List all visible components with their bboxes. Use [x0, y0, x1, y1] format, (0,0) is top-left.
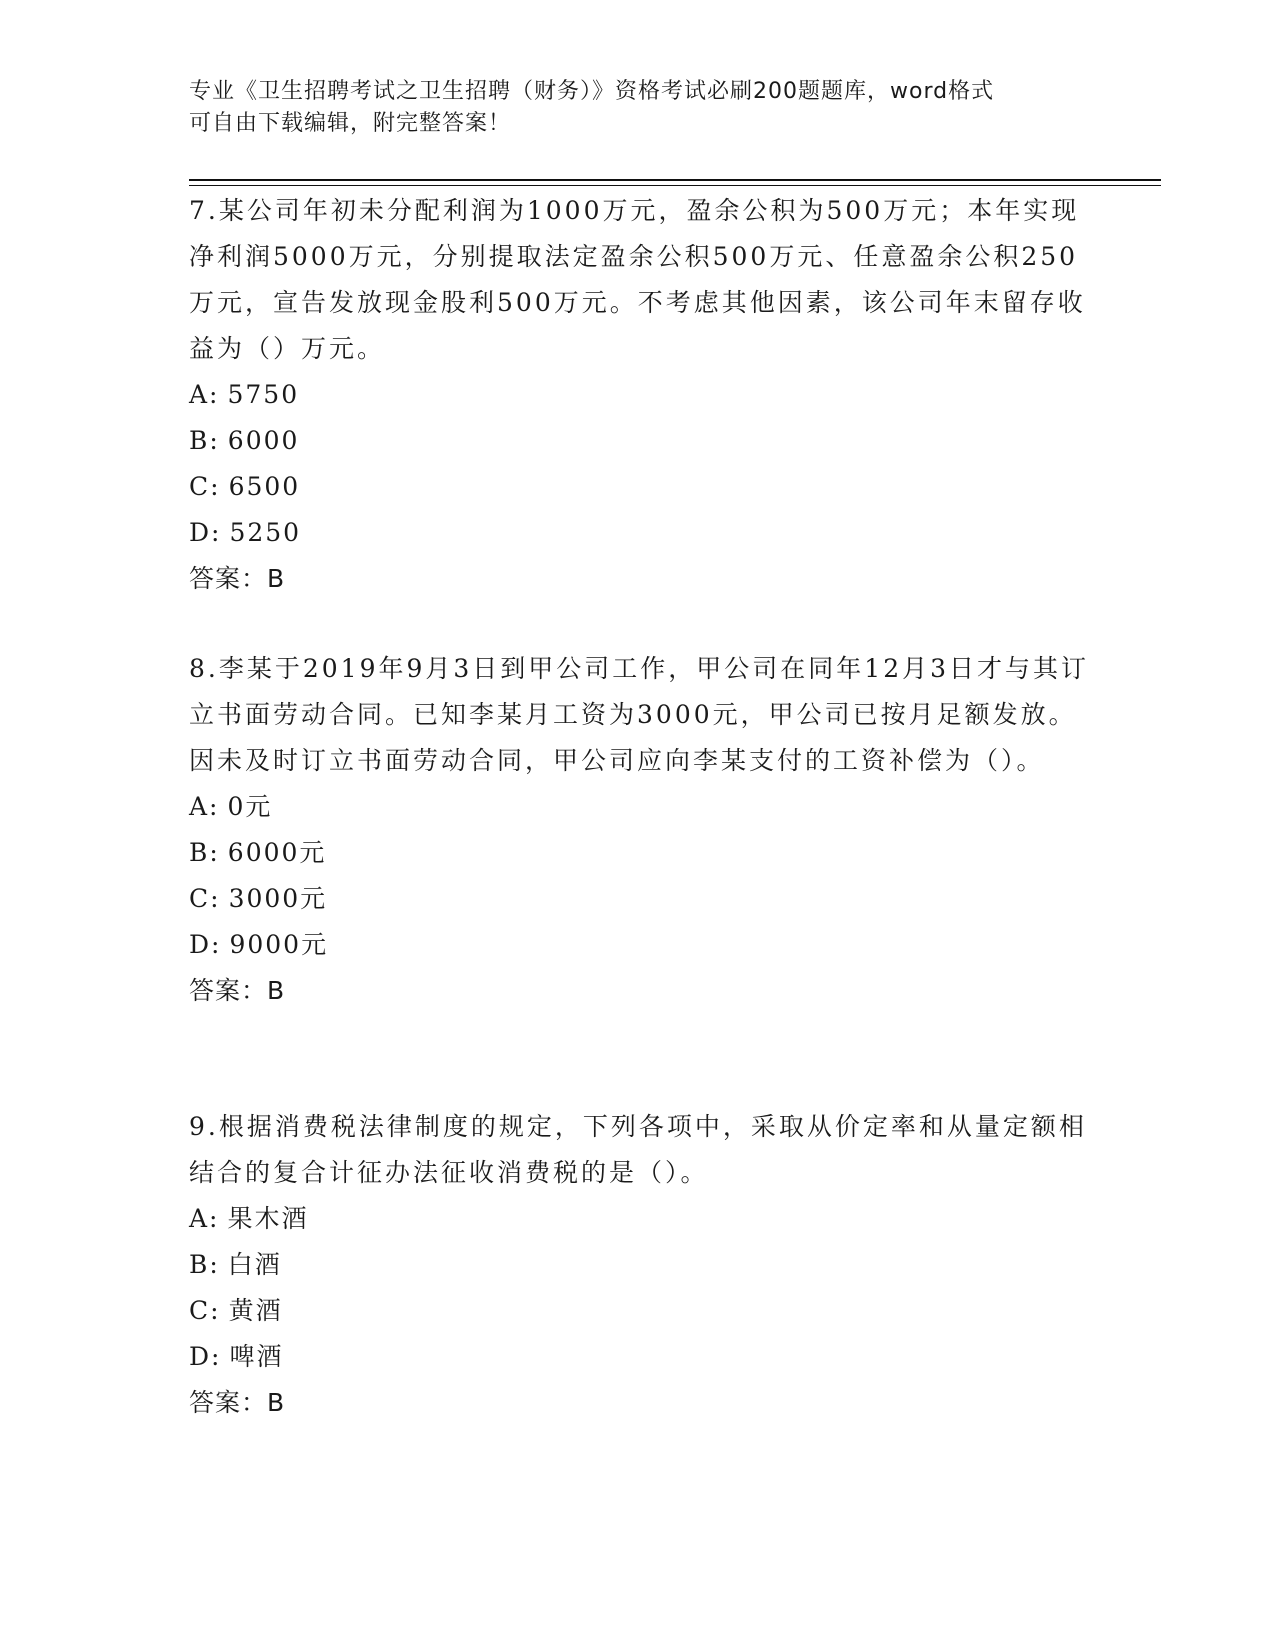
option-b [189, 418, 1089, 464]
option-text: 6000元 [227, 838, 327, 867]
document-header [189, 76, 1069, 140]
option-a [189, 1196, 1089, 1242]
option-key: B: [189, 1250, 220, 1279]
option-b [189, 830, 1089, 876]
answer-line: 答案：B [189, 976, 286, 1005]
option-key: B: [189, 838, 220, 867]
option-text: 5250 [229, 518, 302, 547]
option-list [189, 1196, 1089, 1380]
option-text: 黄酒 [228, 1296, 283, 1325]
option-text: 6000 [227, 426, 300, 455]
option-key: B: [189, 426, 220, 455]
header-title-line-1: 专业《卫生招聘考试之卫生招聘（财务）》资格考试必刷200题题库，word格式 [189, 79, 995, 104]
option-list [189, 784, 1089, 968]
question-stem: 9.根据消费税法律制度的规定，下列各项中，采取从价定率和从量定额相结合的复合计征办法征收消费税的是（）。 [189, 1112, 1087, 1187]
option-c [189, 464, 1089, 510]
option-d [189, 510, 1089, 556]
option-key: A: [189, 1204, 220, 1233]
header-divider-thick [189, 179, 1161, 181]
option-text: 白酒 [227, 1250, 282, 1279]
option-a [189, 372, 1089, 418]
header-divider-thin [189, 185, 1161, 186]
option-key: A: [189, 792, 220, 821]
option-d [189, 922, 1089, 968]
option-text: 啤酒 [229, 1342, 284, 1371]
option-list [189, 372, 1089, 556]
option-c [189, 876, 1089, 922]
option-a [189, 784, 1089, 830]
option-key: D: [189, 518, 222, 547]
question-7 [189, 188, 1089, 602]
option-text: 6500 [228, 472, 301, 501]
option-key: A: [189, 380, 220, 409]
option-key: C: [189, 884, 221, 913]
option-text: 5750 [227, 380, 300, 409]
option-key: C: [189, 1296, 221, 1325]
question-8 [189, 646, 1089, 1014]
question-9 [189, 1104, 1089, 1426]
option-key: D: [189, 1342, 222, 1371]
option-b [189, 1242, 1089, 1288]
option-text: 果木酒 [227, 1204, 309, 1233]
option-d [189, 1334, 1089, 1380]
option-text: 9000元 [229, 930, 329, 959]
question-stem: 7.某公司年初未分配利润为1000万元，盈余公积为500万元；本年实现净利润5000万元，分别提取法定盈余公积500万元、任意盈余公积250万元，宣告发放现金股利500万元。不考虑其他因素，该公司年末留存收益为（）万元。 [189, 196, 1086, 363]
option-text: 3000元 [228, 884, 328, 913]
header-title-line-2: 可自由下载编辑，附完整答案！ [189, 111, 512, 136]
option-text: 0元 [227, 792, 273, 821]
option-c [189, 1288, 1089, 1334]
answer-line: 答案：B [189, 564, 286, 593]
option-key: C: [189, 472, 221, 501]
answer-line: 答案：B [189, 1388, 286, 1417]
option-key: D: [189, 930, 222, 959]
question-stem: 8.李某于2019年9月3日到甲公司工作，甲公司在同年12月3日才与其订立书面劳动合同。已知李某月工资为3000元，甲公司已按月足额发放。因未及时订立书面劳动合同，甲公司应向李某支付的工资补偿为（）。 [189, 654, 1090, 775]
